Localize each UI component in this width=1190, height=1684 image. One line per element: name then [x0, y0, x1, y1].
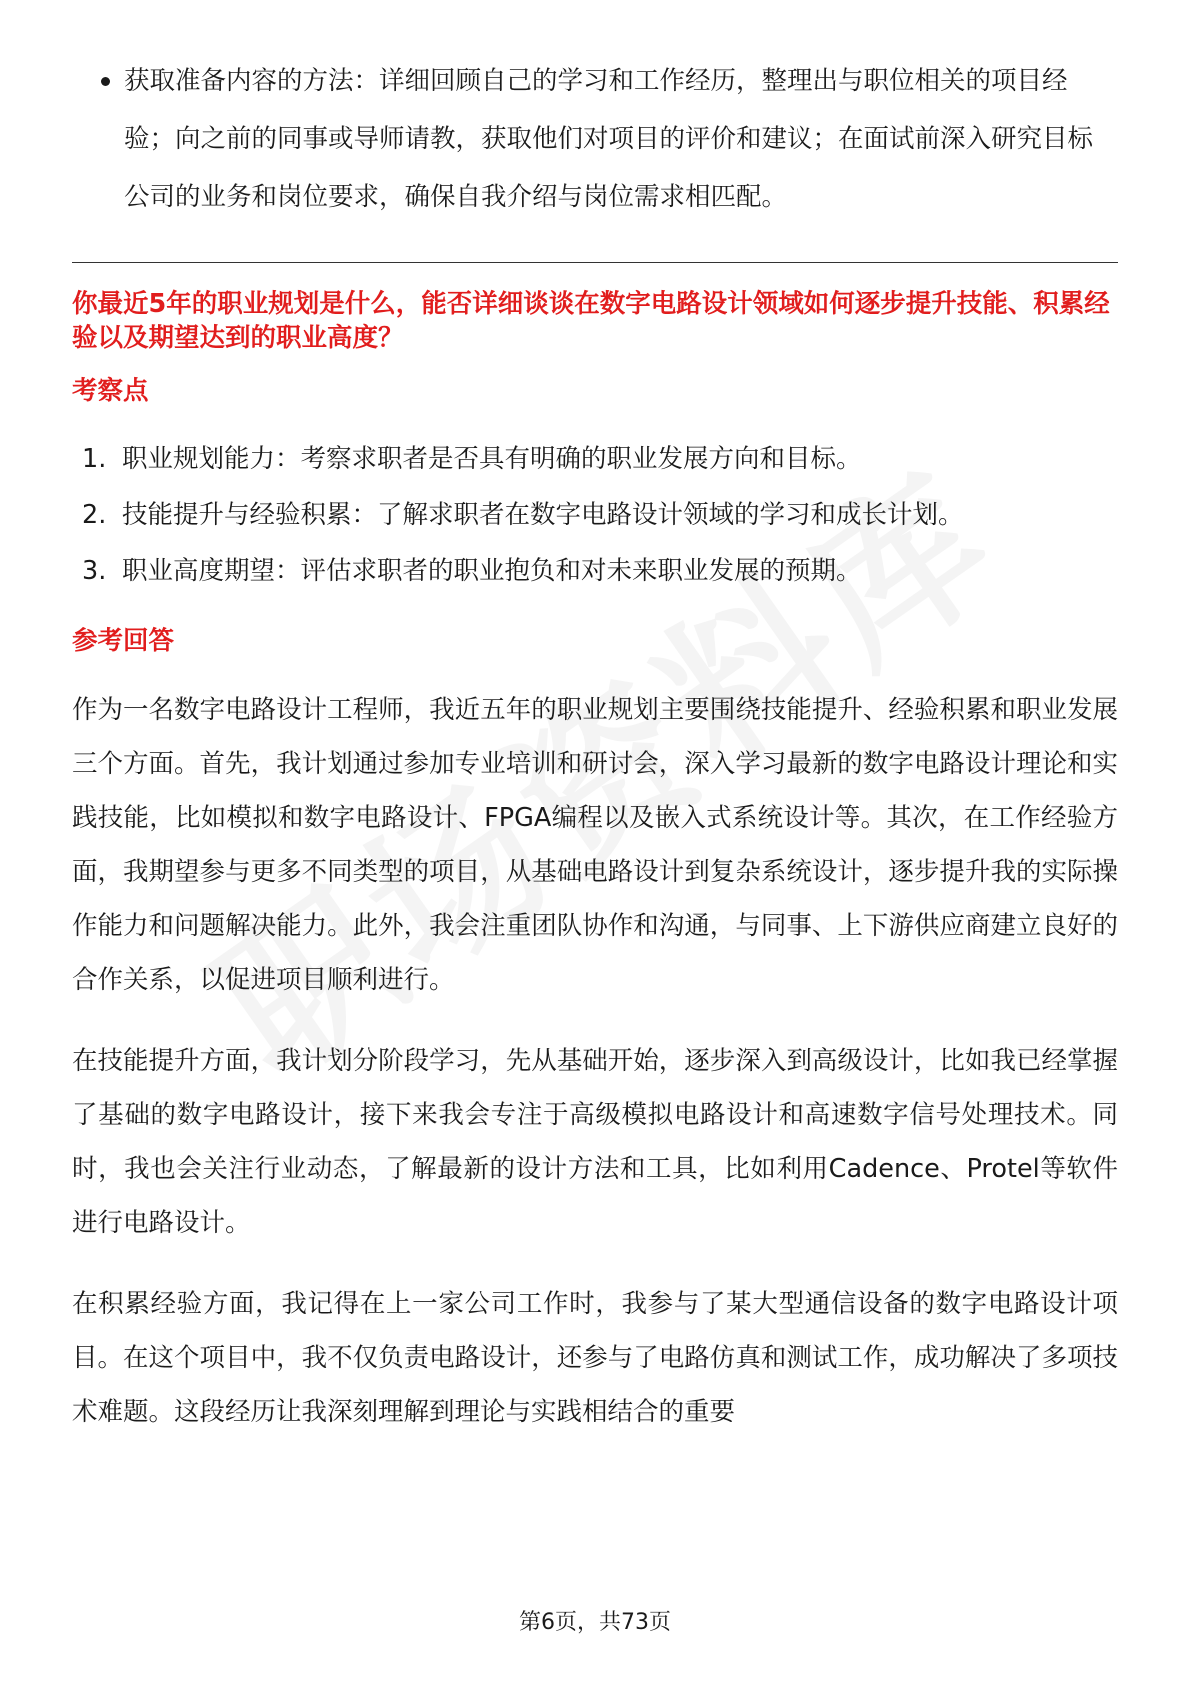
- list-item-number: 1.: [82, 444, 107, 474]
- list-item-number: 2.: [82, 500, 107, 530]
- answer-paragraph: 在技能提升方面，我计划分阶段学习，先从基础开始，逐步深入到高级设计，比如我已经掌握了基础的数字电路设计，接下来我会专注于高级模拟电路设计和高速数字信号处理技术。同时，我也会关注行业动态，了解最新的设计方法和工具，比如利用Cadence、Protel等软件进行电路设计。: [72, 1046, 1118, 1238]
- bullet-item: [72, 52, 1118, 226]
- points-list: [72, 431, 1118, 599]
- page-footer: 第6页，共73页: [519, 1610, 671, 1635]
- answer-paragraph: 在积累经验方面，我记得在上一家公司工作时，我参与了某大型通信设备的数字电路设计项目。在这个项目中，我不仅负责电路设计，还参与了电路仿真和测试工作，成功解决了多项技术难题。这段经历让我深刻理解到理论与实践相结合的重要: [72, 1289, 1118, 1427]
- section-title-points: 考察点: [72, 376, 149, 406]
- list-item-text: 技能提升与经验积累：了解求职者在数字电路设计领域的学习和成长计划。: [122, 500, 964, 530]
- list-item: [72, 431, 1118, 487]
- answer-paragraph: 作为一名数字电路设计工程师，我近五年的职业规划主要围绕技能提升、经验积累和职业发展三个方面。首先，我计划通过参加专业培训和研讨会，深入学习最新的数字电路设计理论和实践技能，比如模拟和数字电路设计、FPGA编程以及嵌入式系统设计等。其次，在工作经验方面，我期望参与更多不同类型的项目，从基础电路设计到复杂系统设计，逐步提升我的实际操作能力和问题解决能力。此外，我会注重团队协作和沟通，与同事、上下游供应商建立良好的合作关系，以促进项目顺利进行。: [72, 695, 1118, 995]
- bullet-dot-icon: [101, 77, 110, 86]
- list-item-text: 职业规划能力：考察求职者是否具有明确的职业发展方向和目标。: [122, 444, 862, 474]
- list-item: [72, 543, 1118, 599]
- divider: [72, 262, 1118, 263]
- list-item: [72, 487, 1118, 543]
- bullet-text: 获取准备内容的方法：详细回顾自己的学习和工作经历，整理出与职位相关的项目经验；向之前的同事或导师请教，获取他们对项目的评价和建议；在面试前深入研究目标公司的业务和岗位要求，确保自我介绍与岗位需求相匹配。: [124, 66, 1094, 212]
- question-heading: 你最近5年的职业规划是什么，能否详细谈谈在数字电路设计领域如何逐步提升技能、积累经验以及期望达到的职业高度？: [72, 289, 1110, 353]
- list-item-number: 3.: [82, 556, 107, 586]
- document-content: [72, 52, 1118, 1439]
- list-item-text: 职业高度期望：评估求职者的职业抱负和对未来职业发展的预期。: [122, 556, 862, 586]
- section-title-answer: 参考回答: [72, 626, 175, 656]
